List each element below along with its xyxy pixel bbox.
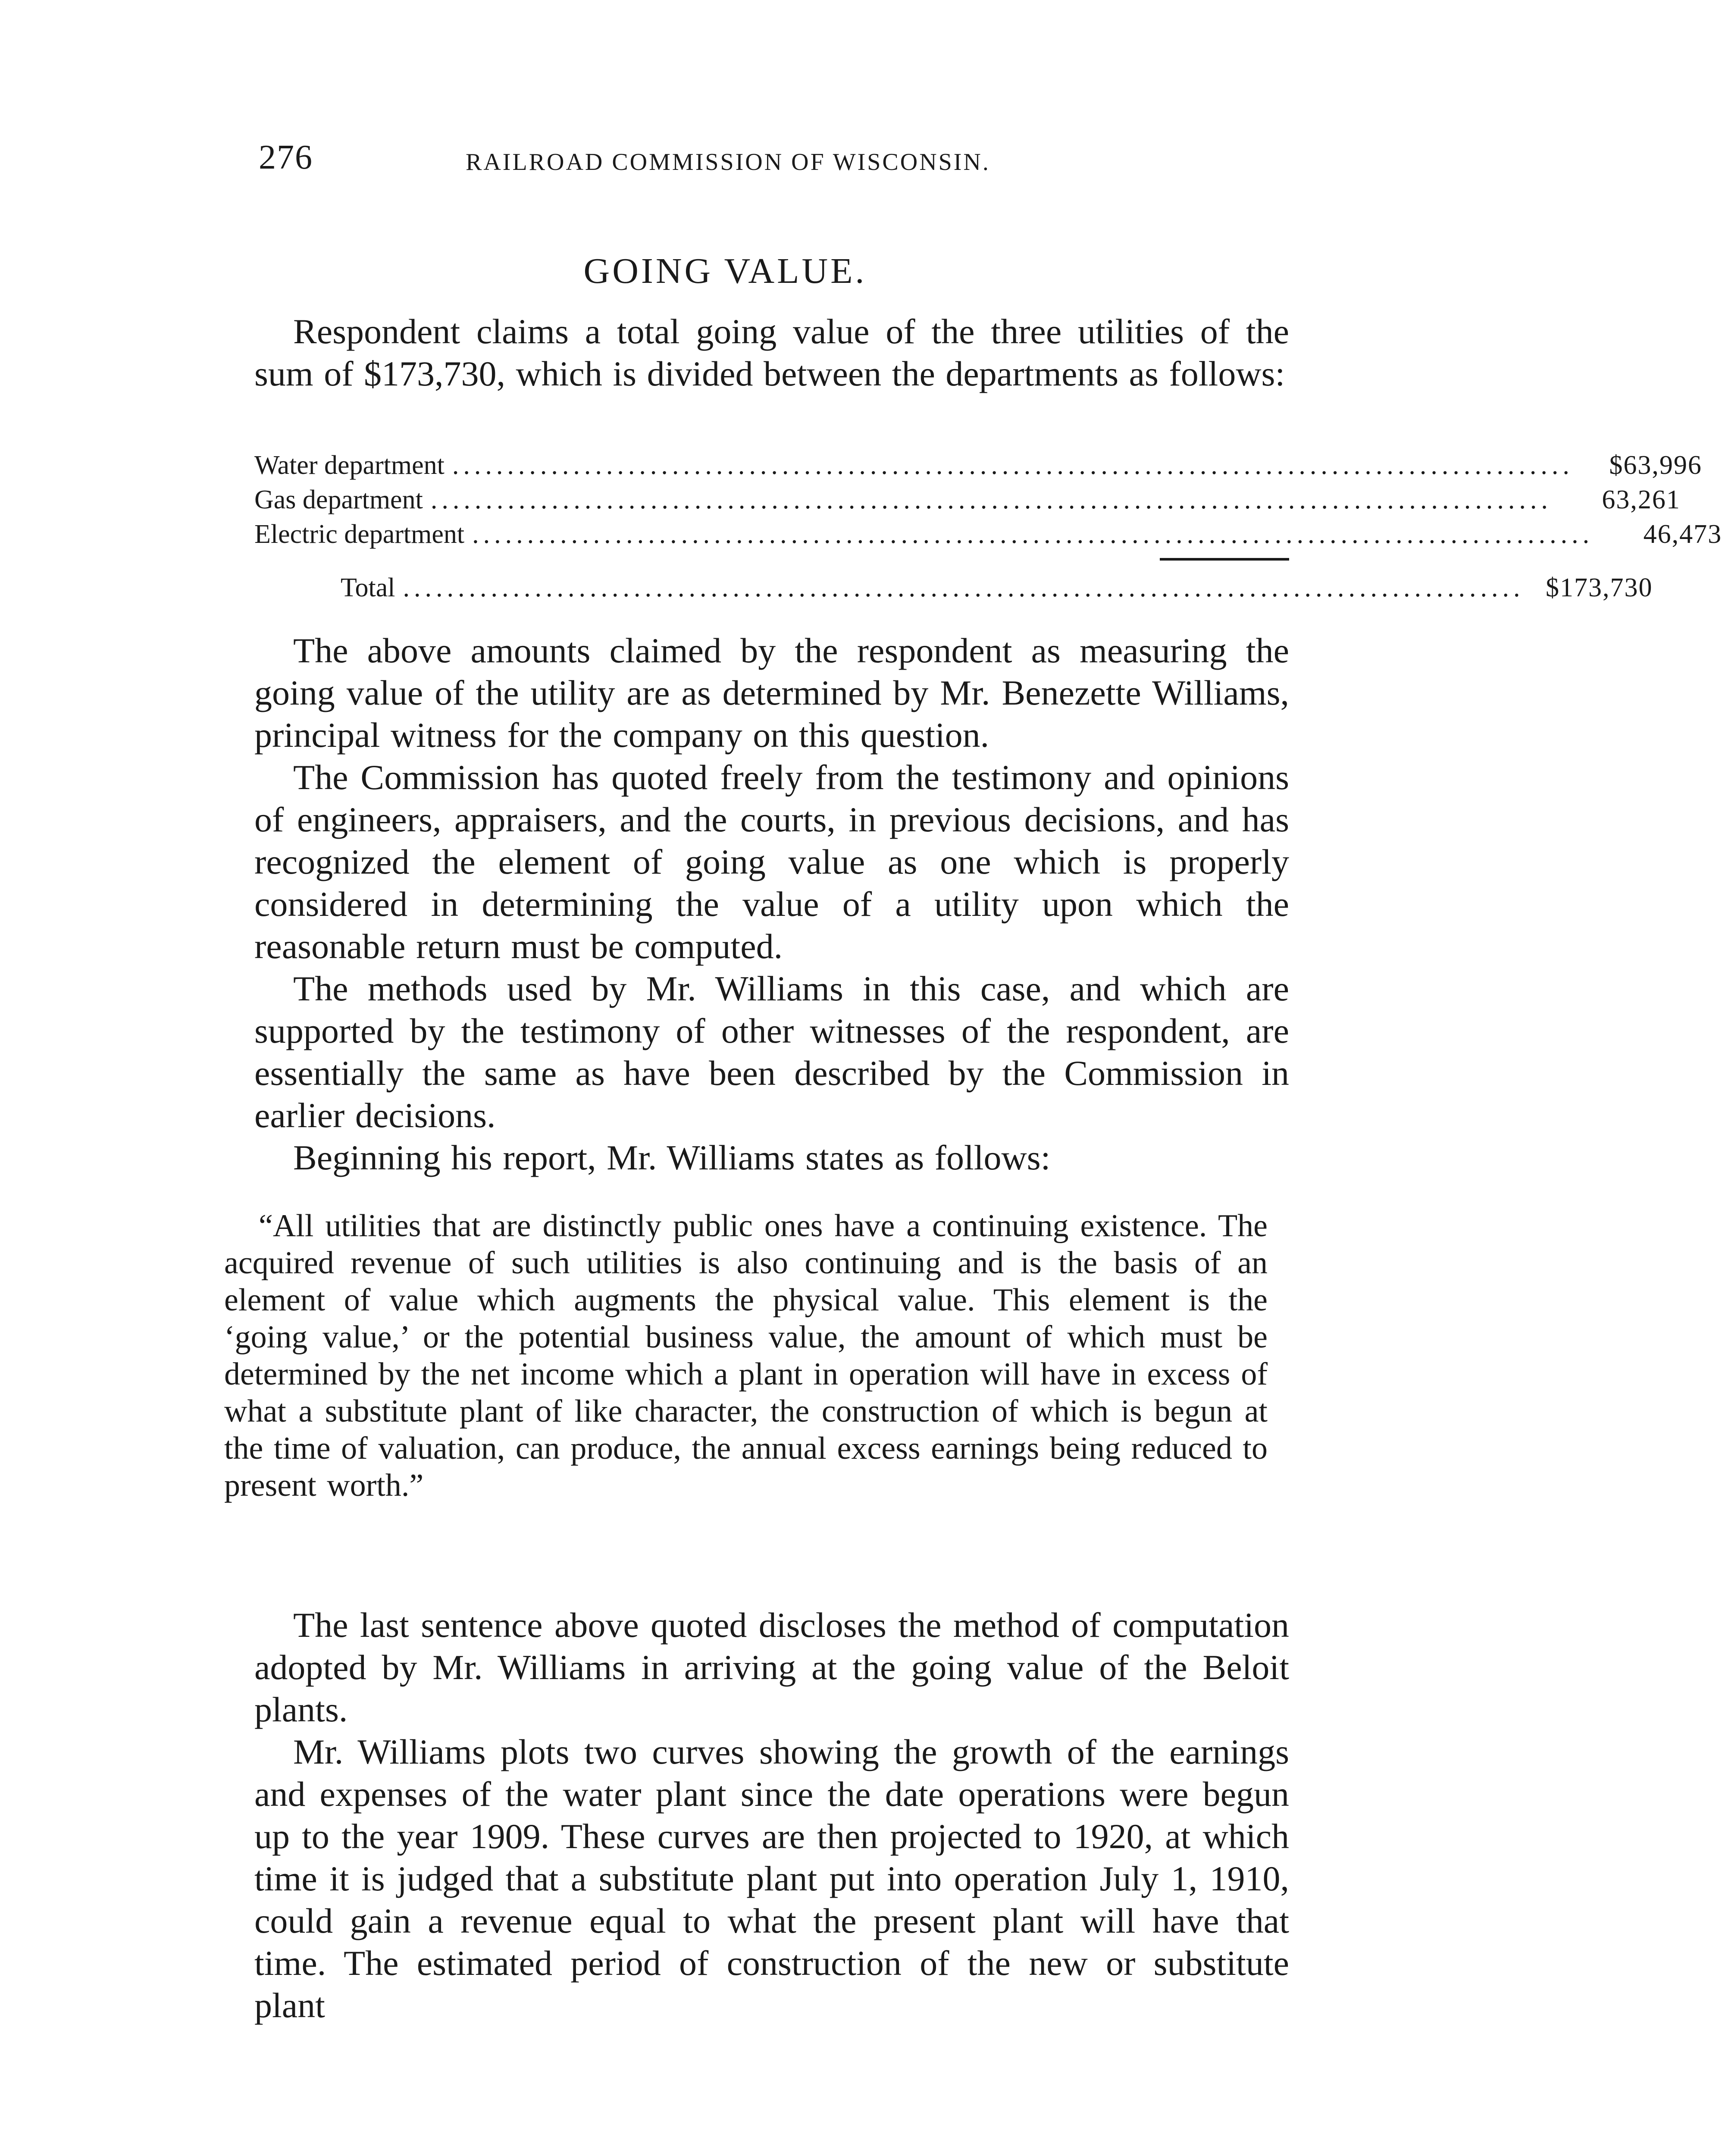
running-head: RAILROAD COMMISSION OF WISCONSIN. [466, 149, 990, 175]
paragraph: The methods used by Mr. Williams in this case, and which are supported by the testimony of other witnesses of the respondent, are essentially the same as have been described by the Commission in earlier decisions. [254, 969, 1289, 1135]
block-quote [224, 1207, 1268, 1504]
section-title: GOING VALUE. [583, 251, 867, 291]
going-value-table [254, 448, 1722, 605]
intro-paragraph: Respondent claims a total going value of the three utilities of the sum of $173,730, which is divided between the departments as follows: [254, 312, 1289, 393]
row-amount: $63,996 [1609, 451, 1702, 480]
row-label: Gas department [254, 485, 423, 514]
page-number: 276 [259, 138, 313, 176]
closing-paragraphs [254, 1604, 1289, 2027]
table-row [254, 448, 1702, 483]
total-rule [1160, 558, 1289, 561]
paragraph: The last sentence above quoted discloses the method of computation adopted by Mr. Williams in arriving at the going value of the Beloit plants. [254, 1605, 1289, 1729]
row-label: Water department [254, 451, 445, 480]
quote-text: “All utilities that are distinctly public ones have a continuing existence. The acquired revenue of such utilities is also continuing and is the basis of an element of value which augments the physical value. This element is the ‘going value,’ or the potential business value, the amount of which must be determined by the net income which a plant in operation will have in excess of what a substitute plant of like character, the construction of which is begun at the time of valuation, can produce, the annual excess earnings being reduced to present worth.” [224, 1208, 1268, 1503]
leader-dots: ...................................................................................................... [472, 520, 1594, 549]
paragraph: Mr. Williams plots two curves showing the growth of the earnings and expenses of the water plant since the date operations were begun up to the year 1909. These curves are then projected to 1920, at which time it is judged that a substitute plant put into operation July 1, 1910, could gain a revenue equal to what the present plant will have that time. The estimated period of construction of the new or substitute plant [254, 1732, 1289, 2025]
paragraph: The above amounts claimed by the respondent as measuring the going value of the utility are as determined by Mr. Benezette Williams, principal witness for the company on this question. [254, 631, 1289, 755]
row-label: Electric department [254, 520, 465, 549]
paragraph: The Commission has quoted freely from the testimony and opinions of engineers, appraisers, and the courts, in previous decisions, and has recognized the element of going value as one which is properly considered in determining the value of a utility upon which the reasonable return must be computed. [254, 758, 1289, 966]
leader-dots: ...................................................................................................... [430, 485, 1552, 514]
table-total-row [254, 571, 1653, 605]
table-row [254, 483, 1681, 517]
row-amount: 63,261 [1602, 485, 1681, 514]
page-header [259, 138, 1289, 185]
total-label: Total [341, 573, 395, 602]
row-amount: 46,473 [1643, 520, 1722, 549]
table-row [254, 517, 1722, 552]
total-amount: $173,730 [1546, 573, 1653, 602]
leader-dots: ...................................................................................................... [403, 573, 1525, 602]
intro-block [254, 310, 1289, 395]
paragraph: Beginning his report, Mr. Williams states as follows: [293, 1138, 1051, 1177]
leader-dots: ...................................................................................................... [452, 451, 1574, 480]
body-paragraphs [254, 630, 1289, 1179]
